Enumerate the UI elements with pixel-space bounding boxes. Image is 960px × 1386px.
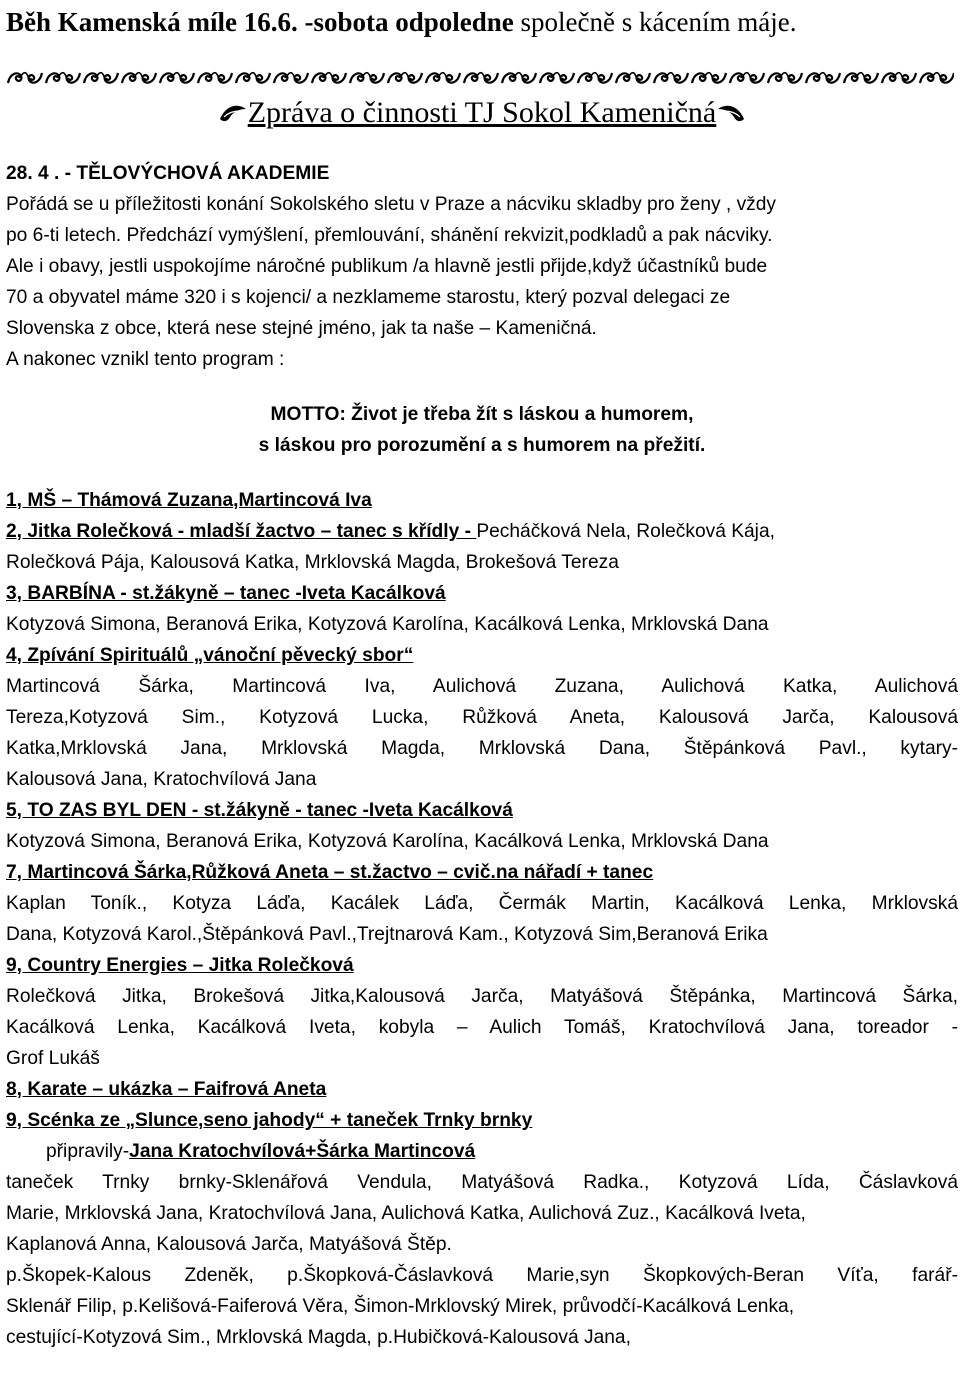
fleuron-icon bbox=[716, 101, 746, 125]
event-announcement bbox=[6, 6, 958, 38]
ornament-swirl-icon bbox=[918, 67, 954, 89]
motto bbox=[6, 399, 958, 461]
program-item: 4, Zpívání Spirituálů „vánoční pěvecký sbor“ bbox=[6, 645, 414, 666]
program-item: 9, Scénka ze „Slunce,seno jahody“ + taneček Trnky brnky bbox=[6, 1110, 533, 1131]
ornament-swirl-icon bbox=[804, 67, 842, 89]
ornament-swirl-icon bbox=[538, 67, 576, 89]
intro-line: A nakonec vznikl tento program : bbox=[6, 349, 285, 370]
event-announcement-bold: Běh Kamenská míle 16.6. -sobota odpoledne bbox=[6, 7, 514, 37]
report-title-text: Zpráva o činnosti TJ Sokol Kameničná bbox=[247, 96, 717, 129]
participants-line: p.Škopek-Kalous Zdeněk, p.Škopková-Čáslavková Marie,syn Škopkových-Beran Víťa, farář- bbox=[6, 1265, 958, 1286]
intro-line: Ale i obavy, jestli uspokojíme náročné publikum /a hlavně jestli přijde,když účastníků bude bbox=[6, 256, 768, 277]
program-item: 9, Country Energies – Jitka Rolečková bbox=[6, 955, 354, 976]
ornament-swirl-icon bbox=[462, 67, 500, 89]
decorative-border-icon bbox=[6, 65, 954, 91]
participants-line: Marie, Mrklovská Jana, Kratochvílová Jana, Aulichová Katka, Aulichová Zuz., Kacálková Iveta, bbox=[6, 1203, 806, 1224]
motto-line: s láskou pro porozumění a s humorem na přežití. bbox=[258, 435, 706, 456]
program-item-heading: 2, Jitka Rolečková - mladší žactvo – tanec s křídly - bbox=[6, 521, 477, 542]
program-item: 7, Martincová Šárka,Růžková Aneta – st.žactvo – cvič.na nářadí + tanec bbox=[6, 862, 654, 883]
fleuron-icon bbox=[218, 101, 248, 125]
program-item: 5, TO ZAS BYL DEN - st.žákyně - tanec -Iveta Kacálková bbox=[6, 800, 513, 821]
ornament-swirl-icon bbox=[424, 67, 462, 89]
ornament-swirl-icon bbox=[880, 67, 918, 89]
participants-line: Rolečková Jitka, Brokešová Jitka,Kalousová Jarča, Matyášová Štěpánka, Martincová Šárka, bbox=[6, 986, 958, 1007]
event-announcement-rest: společně s kácením máje. bbox=[513, 7, 797, 37]
participants-line: Kaplan Toník., Kotyza Láďa, Kacálek Láďa, Čermák Martin, Kacálková Lenka, Mrklovská bbox=[6, 893, 958, 914]
ornament-swirl-icon bbox=[82, 67, 120, 89]
ornament-swirl-icon bbox=[158, 67, 196, 89]
program-item: 1, MŠ – Thámová Zuzana,Martincová Iva bbox=[6, 490, 372, 511]
ornament-swirl-icon bbox=[576, 67, 614, 89]
document-page bbox=[6, 6, 958, 1353]
intro-line: po 6-ti letech. Předchází vymýšlení, přemlouvání, shánění rekvizit,podkladů a pak nácviky. bbox=[6, 225, 773, 246]
participants-line: Kaplanová Anna, Kalousová Jarča, Matyášová Štěp. bbox=[6, 1234, 452, 1255]
participants-line: Kacálková Lenka, Kacálková Iveta, kobyla – Aulich Tomáš, Kratochvílová Jana, toreador - bbox=[6, 1017, 958, 1038]
participants-line: Kotyzová Simona, Beranová Erika, Kotyzová Karolína, Kacálková Lenka, Mrklovská Dana bbox=[6, 831, 769, 852]
report-title bbox=[6, 91, 958, 131]
ornament-swirl-icon bbox=[500, 67, 538, 89]
intro-line: 70 a obyvatel máme 320 i s kojenci/ a nezklameme starostu, který pozval delegaci ze bbox=[6, 287, 731, 308]
participants-line: Dana, Kotyzová Karol.,Štěpánková Pavl.,Trejtnarová Kam., Kotyzová Sim,Beranová Erika bbox=[6, 924, 768, 945]
prepared-by-line bbox=[6, 1136, 958, 1167]
participants-line: Grof Lukáš bbox=[6, 1048, 100, 1069]
ornament-swirl-icon bbox=[766, 67, 804, 89]
section-heading: 28. 4 . - TĚLOVÝCHOVÁ AKADEMIE bbox=[6, 163, 330, 184]
ornament-swirl-icon bbox=[120, 67, 158, 89]
ornament-swirl-icon bbox=[44, 67, 82, 89]
participants-line: Sklenář Filip, p.Kelišová-Faiferová Věra, Šimon-Mrklovský Mirek, průvodčí-Kacálková Lenka, bbox=[6, 1296, 795, 1317]
ornament-swirl-icon bbox=[6, 67, 44, 89]
program-item-names: Pecháčková Nela, Rolečková Kája, bbox=[476, 521, 775, 542]
ornament-swirl-icon bbox=[386, 67, 424, 89]
prepared-by-names: Jana Kratochvílová+Šárka Martincová bbox=[129, 1141, 476, 1162]
participants-line: cestující-Kotyzová Sim., Mrklovská Magda, p.Hubičková-Kalousová Jana, bbox=[6, 1327, 631, 1348]
participants-line: Martincová Šárka, Martincová Iva, Aulichová Zuzana, Aulichová Katka, Aulichová bbox=[6, 676, 958, 697]
ornament-swirl-icon bbox=[614, 67, 652, 89]
ornament-swirl-icon bbox=[728, 67, 766, 89]
intro-line: Pořádá se u příležitosti konání Sokolského sletu v Praze a nácviku skladby pro ženy , vždy bbox=[6, 194, 777, 215]
ornament-swirl-icon bbox=[234, 67, 272, 89]
ornament-swirl-icon bbox=[842, 67, 880, 89]
ornament-swirl-icon bbox=[652, 67, 690, 89]
program-item bbox=[6, 516, 958, 547]
participants-line: Kotyzová Simona, Beranová Erika, Kotyzová Karolína, Kacálková Lenka, Mrklovská Dana bbox=[6, 614, 769, 635]
ornament-swirl-icon bbox=[272, 67, 310, 89]
ornament-swirl-icon bbox=[690, 67, 728, 89]
intro-line: Slovenska z obce, která nese stejné jméno, jak ta naše – Kameničná. bbox=[6, 318, 597, 339]
prepared-by-label: připravily- bbox=[46, 1141, 130, 1162]
participants-line: Kalousová Jana, Kratochvílová Jana bbox=[6, 769, 317, 790]
participants-line: taneček Trnky brnky-Sklenářová Vendula, Matyášová Radka., Kotyzová Lída, Čáslavková bbox=[6, 1172, 958, 1193]
ornament-swirl-icon bbox=[196, 67, 234, 89]
participants-line: Rolečková Pája, Kalousová Katka, Mrklovská Magda, Brokešová Tereza bbox=[6, 552, 619, 573]
program-item: 3, BARBÍNA - st.žákyně – tanec -Iveta Kacálková bbox=[6, 583, 446, 604]
ornament-swirl-icon bbox=[310, 67, 348, 89]
report-body bbox=[6, 158, 958, 1353]
ornament-swirl-icon bbox=[348, 67, 386, 89]
participants-line: Tereza,Kotyzová Sim., Kotyzová Lucka, Růžková Aneta, Kalousová Jarča, Kalousová bbox=[6, 707, 958, 728]
participants-line: Katka,Mrklovská Jana, Mrklovská Magda, Mrklovská Dana, Štěpánková Pavl., kytary- bbox=[6, 738, 958, 759]
program-item: 8, Karate – ukázka – Faifrová Aneta bbox=[6, 1079, 327, 1100]
motto-line: MOTTO: Život je třeba žít s láskou a humorem, bbox=[270, 404, 694, 425]
